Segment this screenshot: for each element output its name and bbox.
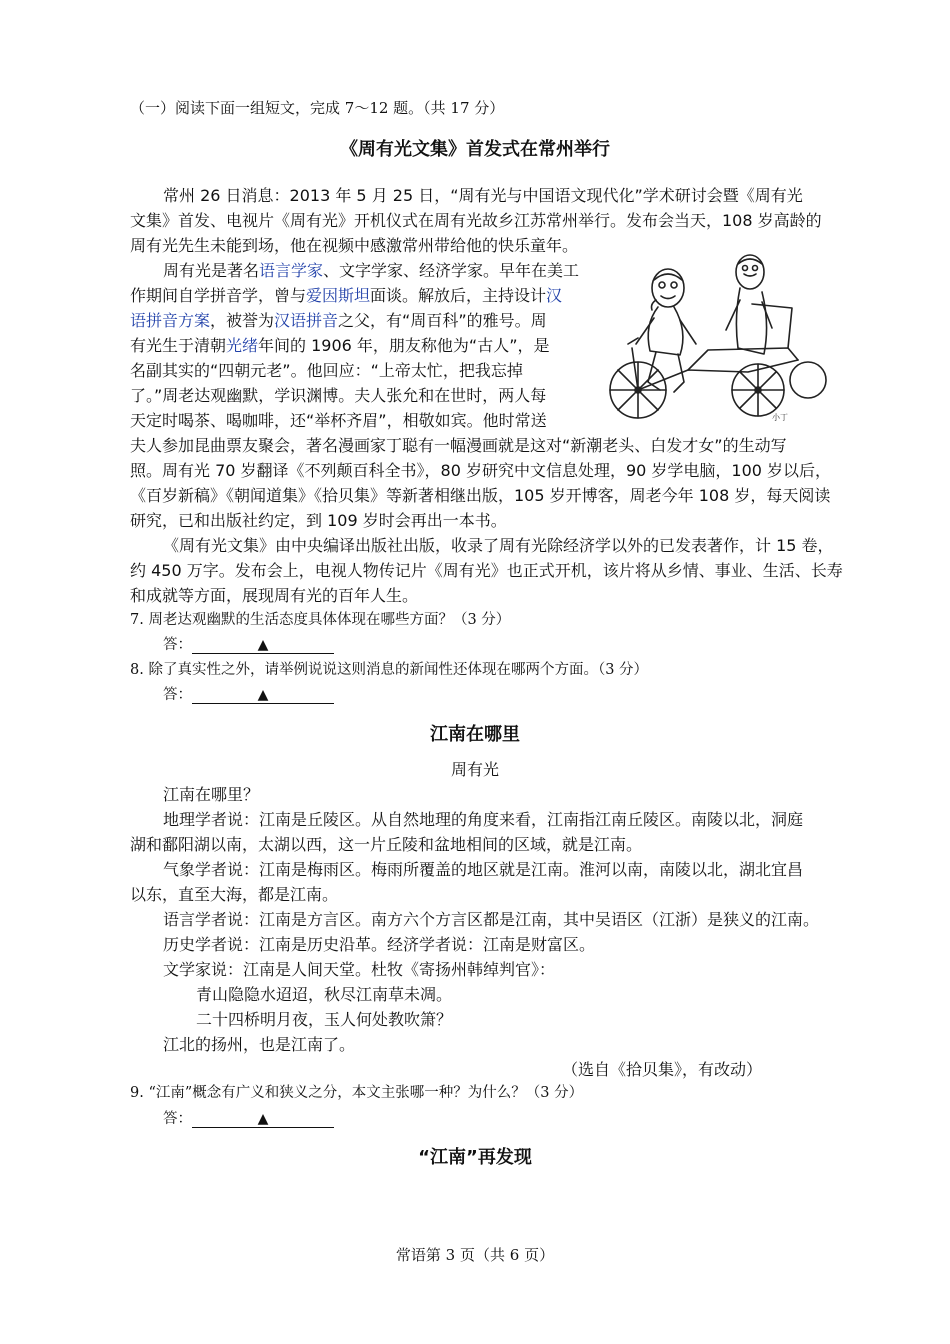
article3-title: “江南”再发现 — [418, 1147, 532, 1168]
a1-p2-line5: 名副其实的“四朝元老”。他回应：“上帝太忙，把我忘掉 — [130, 361, 523, 380]
link-pinyin[interactable]: 汉语拼音 — [274, 311, 339, 330]
a1-p3-line2: 约 450 万字。发布会上，电视人物传记片《周有光》也正式开机，该片将从乡情、事业、生活、长寿 — [130, 561, 843, 580]
a1-p2-line9: 照。周有光 70 岁翻译《不列颠百科全书》，80 岁研究中文信息处理，90 岁学电脑，100 岁以后， — [130, 461, 832, 480]
answer-7 — [163, 633, 334, 657]
question-7: 7. 周老达观幽默的生活态度具体体现在哪些方面？（3 分） — [130, 612, 511, 628]
a1-p2-line11: 研究，已和出版社约定，到 109 岁时会再出一本书。 — [130, 511, 507, 530]
answer-9 — [163, 1107, 334, 1131]
a2-line2: 地理学者说：江南是丘陵区。从自然地理的角度来看，江南指江南丘陵区。南陵以北，洞庭 — [163, 810, 804, 829]
a2-line4: 气象学者说：江南是梅雨区。梅雨所覆盖的地区就是江南。淮河以南，南陵以北，湖北宜昌 — [163, 860, 804, 879]
a1-p2-line7: 天定时喝茶、喝咖啡，还“举杯齐眉”，相敬如宾。他时常送 — [130, 411, 547, 430]
answer-blank-8[interactable] — [192, 687, 334, 704]
text: 面谈。解放后，主持设计 — [370, 286, 547, 305]
a1-p2-line6: 了。”周老达观幽默，学识渊博。夫人张允和在世时，两人每 — [130, 386, 547, 405]
a2-line6: 语言学者说：江南是方言区。南方六个方言区都是江南，其中吴语区（江浙）是狭义的江南。 — [163, 910, 820, 929]
a2-line8: 文学家说：江南是人间天堂。杜牧《寄扬州韩绰判官》： — [163, 960, 556, 979]
a2-source: （选自《拾贝集》，有改动） — [562, 1060, 763, 1079]
a2-poem-line1: 青山隐隐水迢迢，秋尽江南草未凋。 — [196, 985, 453, 1004]
a2-line11: 江北的扬州，也是江南了。 — [163, 1035, 356, 1054]
link-guangxu[interactable]: 光绪 — [226, 336, 259, 355]
question-8: 8. 除了真实性之外，请举例说说这则消息的新闻性还体现在哪两个方面。（3 分） — [130, 662, 649, 678]
question-9: 9. “江南”概念有广义和狭义之分，本文主张哪一种？为什么？（3 分） — [130, 1085, 584, 1101]
a1-p1-line3: 周有光先生未能到场，他在视频中感激常州带给他的快乐童年。 — [130, 236, 579, 255]
a1-p2-line1 — [163, 259, 579, 283]
a1-p2-line4 — [130, 334, 550, 358]
answer-label: 答： — [163, 1111, 192, 1127]
a2-line3: 湖和鄱阳湖以南，太湖以西，这一片丘陵和盆地相间的区域，就是江南。 — [130, 835, 643, 854]
text: 周有光是著名 — [163, 261, 260, 280]
answer-label: 答： — [163, 637, 192, 653]
answer-label: 答： — [163, 687, 192, 703]
article1-title: 《周有光文集》首发式在常州举行 — [340, 139, 610, 160]
triangle-mark-icon: ▲ — [257, 1111, 269, 1127]
a1-p2-line8: 夫人参加昆曲票友聚会，著名漫画家丁聪有一幅漫画就是这对“新潮老头、白发才女”的生动写 — [130, 436, 787, 455]
answer-blank-9[interactable] — [192, 1111, 334, 1128]
a1-p1-line1: 常州 26 日消息：2013 年 5 月 25 日，“周有光与中国语文现代化”学术研讨会暨《周有光 — [163, 186, 803, 205]
link-pinyin-scheme[interactable]: 语拼音方案 — [130, 311, 211, 330]
text: 之父，有“周百科”的雅号。周 — [338, 311, 547, 330]
page-footer: 常语第 3 页（共 6 页） — [395, 1246, 555, 1264]
link-einstein[interactable]: 爱因斯坦 — [306, 286, 371, 305]
article2-title: 江南在哪里 — [430, 724, 520, 745]
text: ，被誉为 — [210, 311, 275, 330]
a2-poem-line2: 二十四桥明月夜，玉人何处教吹箫？ — [196, 1010, 453, 1029]
a1-p3-line3: 和成就等方面，展现周有光的百年人生。 — [130, 586, 419, 605]
a1-p2-line10: 《百岁新稿》《朝闻道集》《拾贝集》等新著相继出版，105 岁开博客，周老今年 108 岁，每天阅读 — [130, 486, 831, 505]
link-linguist[interactable]: 语言学家 — [259, 261, 324, 280]
a2-line1: 江南在哪里？ — [163, 785, 260, 804]
a1-p3-line1: 《周有光文集》由中央编译出版社出版，收录了周有光除经济学以外的已发表著作，计 15 卷， — [163, 536, 834, 555]
a1-p2-line3 — [130, 309, 547, 333]
answer-blank-7[interactable] — [192, 637, 334, 654]
text: 、文字学家、经济学家。早年在美工 — [323, 261, 580, 280]
a1-p1-line2: 文集》首发、电视片《周有光》开机仪式在周有光故乡江苏常州举行。发布会当天，108 岁高龄的 — [130, 211, 822, 230]
triangle-mark-icon: ▲ — [257, 637, 269, 653]
text: 作期间自学拼音学，曾与 — [130, 286, 307, 305]
answer-8 — [163, 683, 334, 707]
a2-line7: 历史学者说：江南是历史沿革。经济学者说：江南是财富区。 — [163, 935, 596, 954]
a1-p2-line2 — [130, 284, 562, 308]
triangle-mark-icon: ▲ — [257, 687, 269, 703]
text: 有光生于清朝 — [130, 336, 227, 355]
text: 年间的 1906 年，朋友称他为“古人”，是 — [258, 336, 550, 355]
cartoon-illustration — [598, 240, 830, 424]
illustration-signature: 小丁 — [772, 413, 788, 422]
link-pinyin-scheme-start[interactable]: 汉 — [546, 286, 563, 305]
a2-line5: 以东，直至大海，都是江南。 — [130, 885, 339, 904]
article2-author: 周有光 — [450, 760, 499, 779]
section-header: （一）阅读下面一组短文，完成 7～12 题。（共 17 分） — [130, 99, 505, 117]
